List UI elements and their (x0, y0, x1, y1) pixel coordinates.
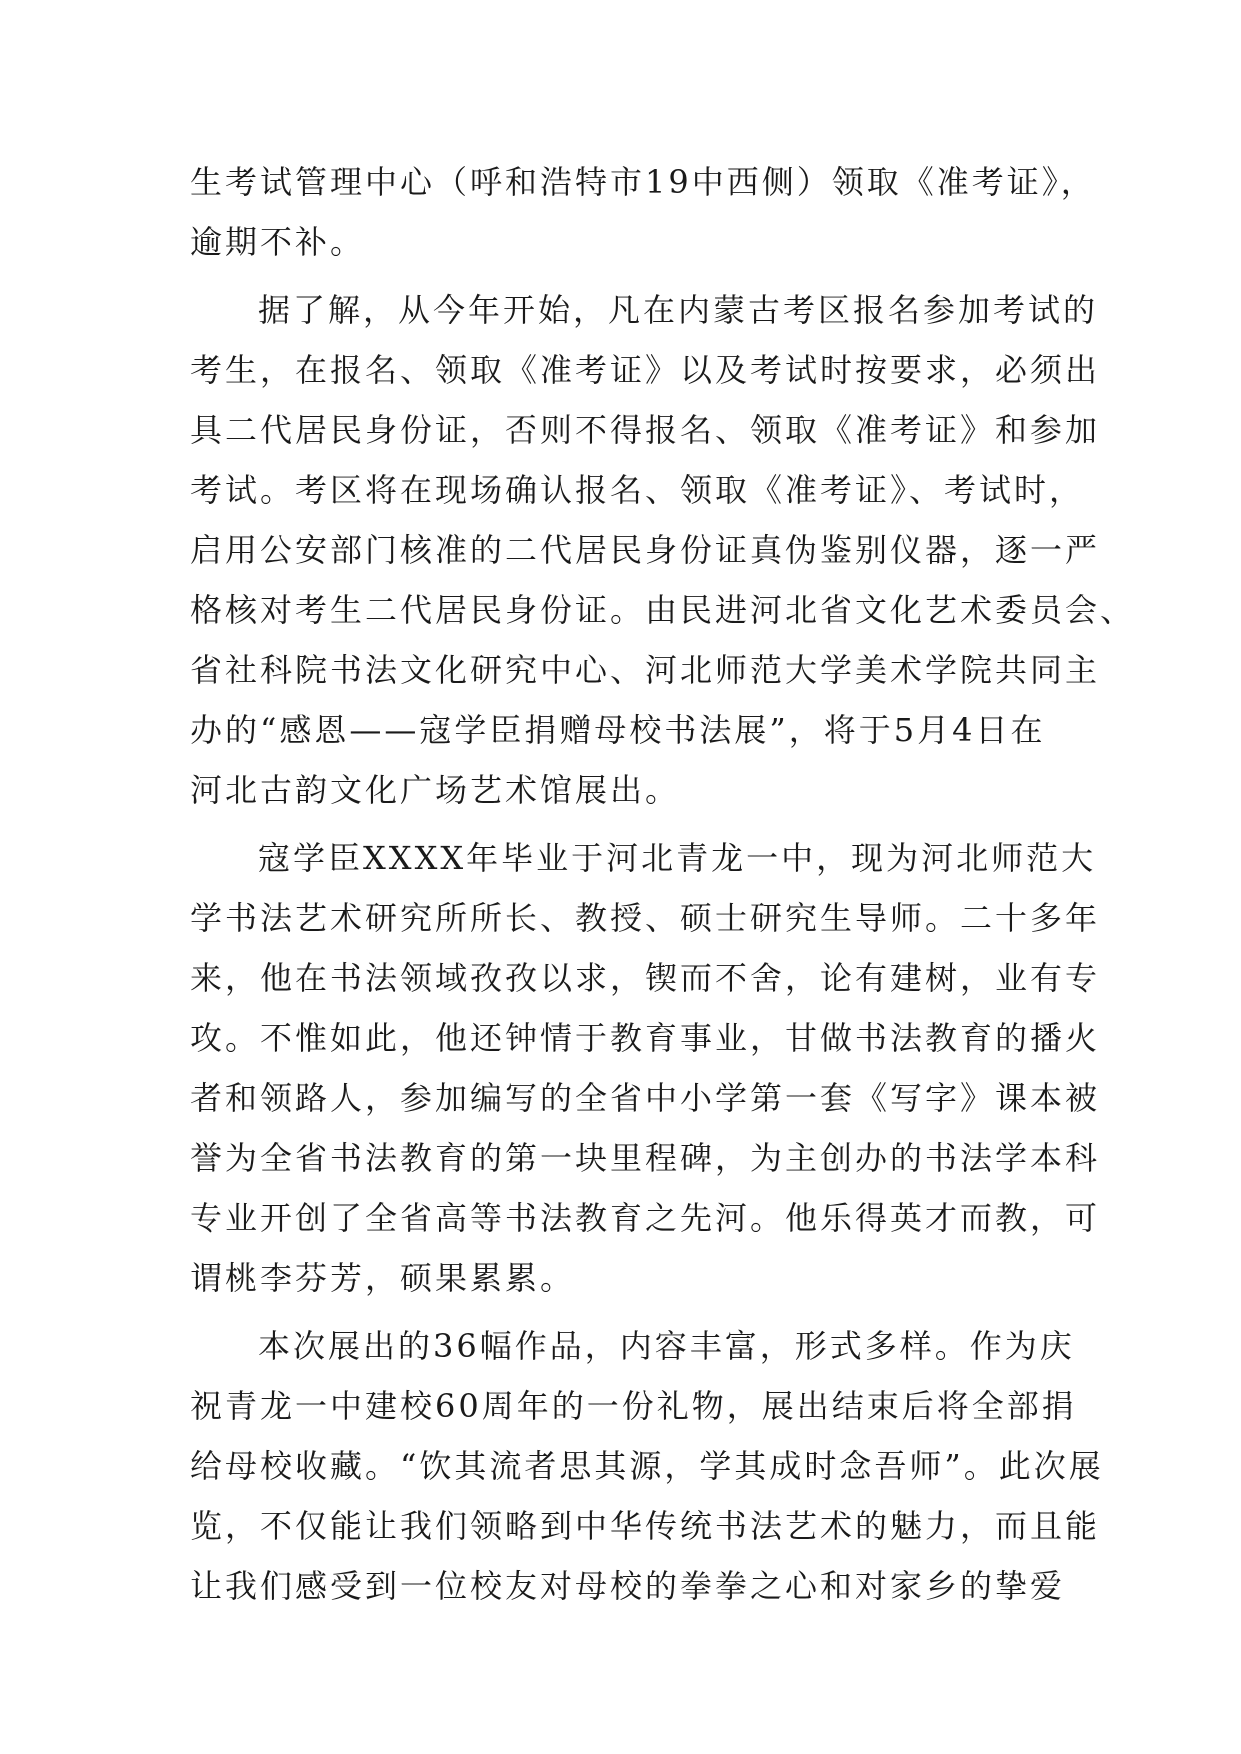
text-line: 考生，在报名、领取《准考证》以及考试时按要求，必须出 (190, 351, 1101, 389)
text-line: 逾期不补。 (190, 223, 366, 261)
text-line: 来，他在书法领域孜孜以求，锲而不舍，论有建树，业有专 (190, 959, 1101, 997)
text-line: 具二代居民身份证，否则不得报名、领取《准考证》和参加 (190, 411, 1101, 449)
text-line: 祝青龙一中建校60周年的一份礼物，展出结束后将全部捐 (190, 1387, 1077, 1425)
paragraph (190, 280, 1136, 820)
paragraph (190, 152, 1096, 272)
text-line: 据了解，从今年开始，凡在内蒙古考区报名参加考试的 (258, 291, 1099, 329)
text-line: 谓桃李芬芳，硕果累累。 (190, 1259, 576, 1297)
text-line: 者和领路人，参加编写的全省中小学第一套《写字》课本被 (190, 1079, 1101, 1117)
text-line: 生考试管理中心（呼和浩特市19中西侧）领取《准考证》， (190, 163, 1096, 201)
text-line: 攻。不惟如此，他还钟情于教育事业，甘做书法教育的播火 (190, 1019, 1101, 1057)
text-line: 本次展出的36幅作品，内容丰富，形式多样。作为庆 (258, 1327, 1075, 1365)
text-line: 启用公安部门核准的二代居民身份证真伪鉴别仪器，逐一严 (190, 531, 1101, 569)
paragraph (190, 828, 1101, 1308)
text-line: 学书法艺术研究所所长、教授、硕士研究生导师。二十多年 (190, 899, 1101, 937)
paragraph (190, 1316, 1104, 1616)
text-line: 河北古韵文化广场艺术馆展出。 (190, 771, 681, 809)
document-body (190, 152, 1136, 1616)
text-line: 专业开创了全省高等书法教育之先河。他乐得英才而教，可 (190, 1199, 1101, 1237)
text-line: 给母校收藏。“饮其流者思其源，学其成时念吾师”。此次展 (190, 1447, 1104, 1485)
text-line: 考试。考区将在现场确认报名、领取《准考证》、考试时， (190, 471, 1085, 509)
text-line: 省社科院书法文化研究中心、河北师范大学美术学院共同主 (190, 651, 1101, 689)
text-line: 誉为全省书法教育的第一块里程碑，为主创办的书法学本科 (190, 1139, 1101, 1177)
text-line: 让我们感受到一位校友对母校的拳拳之心和对家乡的挚爱 (190, 1567, 1066, 1605)
text-line: 办的“感恩——寇学臣捐赠母校书法展”，将于5月4日在 (190, 711, 1046, 749)
text-line: 格核对考生二代居民身份证。由民进河北省文化艺术委员会、 (190, 591, 1136, 629)
text-line: 寇学臣XXXX年毕业于河北青龙一中，现为河北师范大 (258, 839, 1097, 877)
text-line: 览，不仅能让我们领略到中华传统书法艺术的魅力，而且能 (190, 1507, 1101, 1545)
